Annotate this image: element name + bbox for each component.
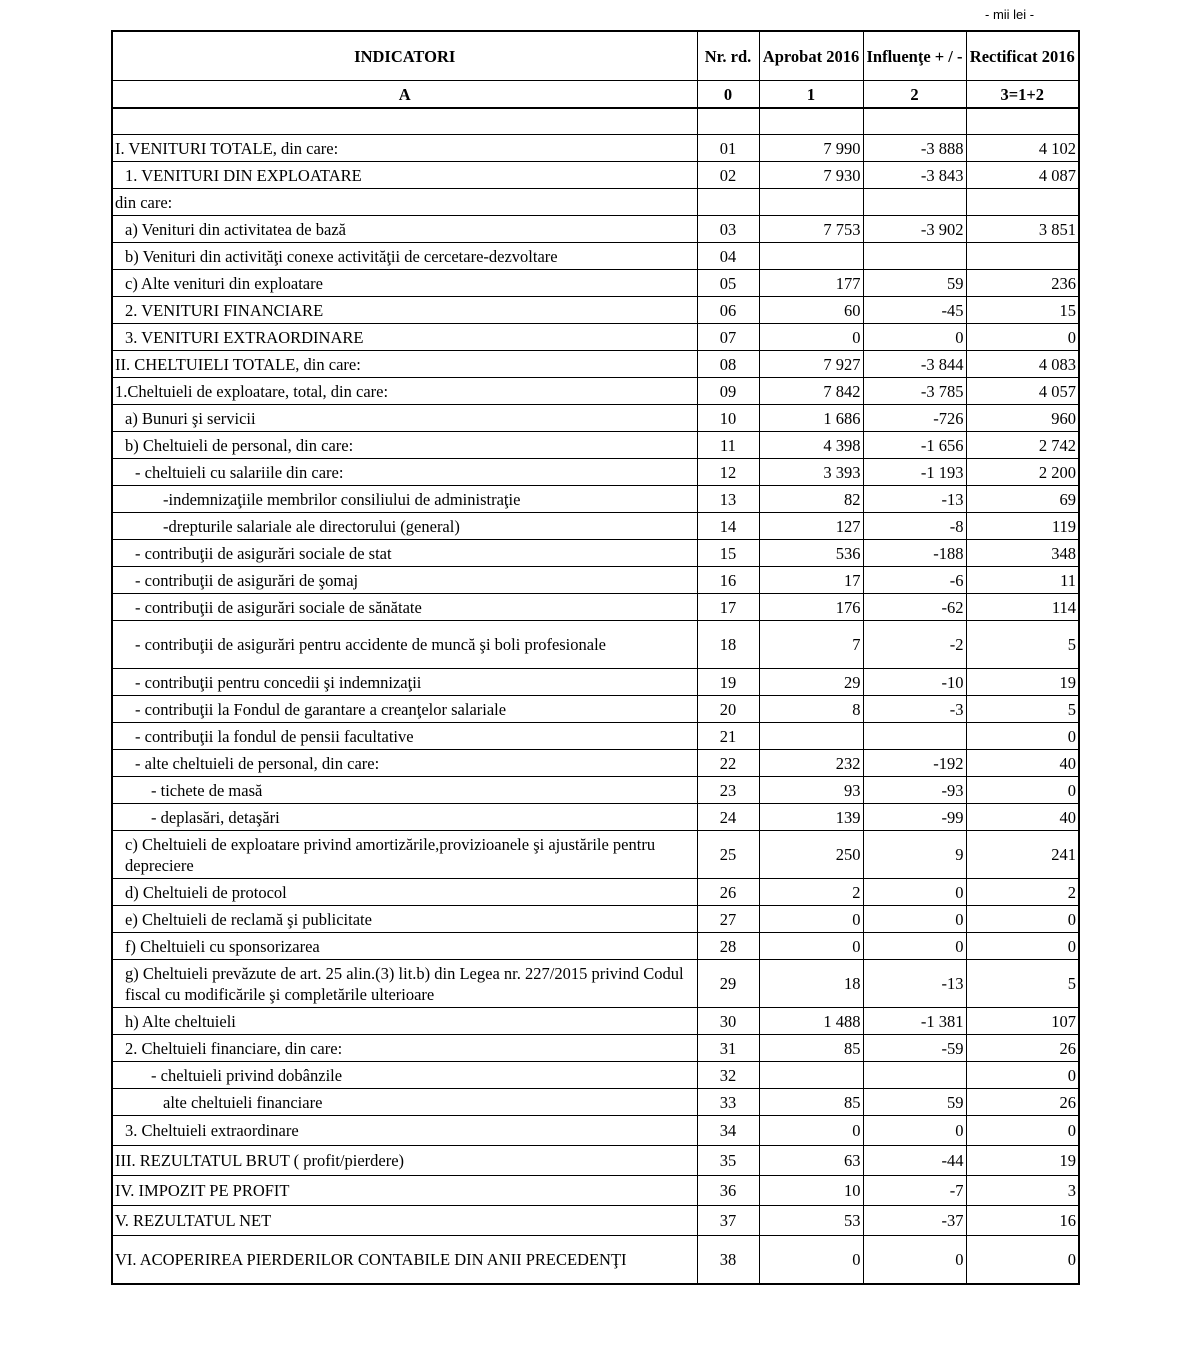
table-row: [112, 831, 1079, 879]
row-number: 06: [697, 297, 759, 324]
value-aprobat: 250: [759, 831, 863, 879]
row-label: alte cheltuieli financiare: [112, 1089, 697, 1116]
value-aprobat: 4 398: [759, 432, 863, 459]
value-influente: -99: [863, 804, 966, 831]
value-aprobat: 85: [759, 1089, 863, 1116]
row-label: - cheltuieli privind dobânzile: [112, 1062, 697, 1089]
value-aprobat: 7 930: [759, 162, 863, 189]
row-number: 26: [697, 879, 759, 906]
table-row: [112, 162, 1079, 189]
value-influente: -62: [863, 594, 966, 621]
row-label: I. VENITURI TOTALE, din care:: [112, 135, 697, 162]
row-label: - contribuţii de asigurări pentru accidente de muncă şi boli profesionale: [112, 621, 697, 669]
value-influente: -3 844: [863, 351, 966, 378]
row-number: 02: [697, 162, 759, 189]
table-row: [112, 567, 1079, 594]
unit-note: - mii lei -: [985, 7, 1035, 22]
row-label: din care:: [112, 189, 697, 216]
table-row: [112, 351, 1079, 378]
row-number: 01: [697, 135, 759, 162]
row-label: V. REZULTATUL NET: [112, 1206, 697, 1236]
table-row: [112, 189, 1079, 216]
value-influente: -44: [863, 1146, 966, 1176]
value-rectificat: 40: [966, 750, 1079, 777]
table-row: [112, 432, 1079, 459]
row-label: a) Bunuri şi servicii: [112, 405, 697, 432]
row-number: 34: [697, 1116, 759, 1146]
value-rectificat: 16: [966, 1206, 1079, 1236]
row-label: III. REZULTATUL BRUT ( profit/pierdere): [112, 1146, 697, 1176]
value-influente: [863, 243, 966, 270]
table-row: [112, 594, 1079, 621]
row-number: 28: [697, 933, 759, 960]
value-influente: [863, 723, 966, 750]
value-influente: -13: [863, 486, 966, 513]
value-influente: -37: [863, 1206, 966, 1236]
index-influente: 2: [863, 81, 966, 109]
value-aprobat: 0: [759, 1116, 863, 1146]
row-number: 29: [697, 960, 759, 1008]
row-label: - contribuţii la Fondul de garantare a creanţelor salariale: [112, 696, 697, 723]
table-row: [112, 669, 1079, 696]
table-row: [112, 270, 1079, 297]
value-influente: -1 193: [863, 459, 966, 486]
table-row: [112, 1062, 1079, 1089]
value-aprobat: 7 927: [759, 351, 863, 378]
value-influente: 0: [863, 1236, 966, 1285]
value-influente: -726: [863, 405, 966, 432]
row-number: 08: [697, 351, 759, 378]
table-row: [112, 804, 1079, 831]
row-label: II. CHELTUIELI TOTALE, din care:: [112, 351, 697, 378]
value-influente: -188: [863, 540, 966, 567]
value-rectificat: 11: [966, 567, 1079, 594]
value-rectificat: 0: [966, 723, 1079, 750]
value-rectificat: 4 083: [966, 351, 1079, 378]
row-number: 04: [697, 243, 759, 270]
table-row: [112, 1089, 1079, 1116]
value-aprobat: 139: [759, 804, 863, 831]
value-aprobat: 29: [759, 669, 863, 696]
header-rectificat: Rectificat 2016: [966, 31, 1079, 81]
value-rectificat: 119: [966, 513, 1079, 540]
table-row: [112, 243, 1079, 270]
value-aprobat: [759, 723, 863, 750]
value-aprobat: 8: [759, 696, 863, 723]
value-influente: -7: [863, 1176, 966, 1206]
value-influente: -3 888: [863, 135, 966, 162]
index-rectificat: 3=1+2: [966, 81, 1079, 109]
value-aprobat: 0: [759, 1236, 863, 1285]
value-rectificat: 107: [966, 1008, 1079, 1035]
table-row: [112, 933, 1079, 960]
row-number: 37: [697, 1206, 759, 1236]
header-influente: Influenţe + / -: [863, 31, 966, 81]
table-row: [112, 1146, 1079, 1176]
row-number: 32: [697, 1062, 759, 1089]
value-aprobat: 177: [759, 270, 863, 297]
header-row: [112, 31, 1079, 81]
value-influente: -93: [863, 777, 966, 804]
row-label: - contribuţii la fondul de pensii facultative: [112, 723, 697, 750]
value-aprobat: 10: [759, 1176, 863, 1206]
value-rectificat: 0: [966, 777, 1079, 804]
row-label: 2. VENITURI FINANCIARE: [112, 297, 697, 324]
row-number: 20: [697, 696, 759, 723]
row-label: - deplasări, detaşări: [112, 804, 697, 831]
value-rectificat: 19: [966, 669, 1079, 696]
table-row: [112, 1008, 1079, 1035]
value-rectificat: 5: [966, 621, 1079, 669]
value-rectificat: 2 742: [966, 432, 1079, 459]
table-row: [112, 216, 1079, 243]
value-aprobat: 536: [759, 540, 863, 567]
value-aprobat: [759, 1062, 863, 1089]
table-row: [112, 960, 1079, 1008]
value-rectificat: 0: [966, 1116, 1079, 1146]
value-rectificat: 5: [966, 696, 1079, 723]
row-label: 1. VENITURI DIN EXPLOATARE: [112, 162, 697, 189]
value-aprobat: 0: [759, 906, 863, 933]
header-nr-rd: Nr. rd.: [697, 31, 759, 81]
row-number: 05: [697, 270, 759, 297]
value-rectificat: 0: [966, 906, 1079, 933]
value-influente: 0: [863, 324, 966, 351]
table-row: [112, 1206, 1079, 1236]
row-number: 17: [697, 594, 759, 621]
row-number: 10: [697, 405, 759, 432]
table-row: [112, 879, 1079, 906]
value-aprobat: 3 393: [759, 459, 863, 486]
value-aprobat: 63: [759, 1146, 863, 1176]
value-aprobat: 1 488: [759, 1008, 863, 1035]
value-rectificat: 0: [966, 1062, 1079, 1089]
value-influente: -45: [863, 297, 966, 324]
value-rectificat: 4 057: [966, 378, 1079, 405]
table-row: [112, 723, 1079, 750]
row-label: IV. IMPOZIT PE PROFIT: [112, 1176, 697, 1206]
row-number: 25: [697, 831, 759, 879]
value-influente: 0: [863, 933, 966, 960]
table-row: [112, 513, 1079, 540]
value-rectificat: 15: [966, 297, 1079, 324]
value-influente: 59: [863, 1089, 966, 1116]
value-influente: -1 656: [863, 432, 966, 459]
row-number: 36: [697, 1176, 759, 1206]
row-label: - alte cheltuieli de personal, din care:: [112, 750, 697, 777]
value-influente: 0: [863, 906, 966, 933]
index-aprobat: 1: [759, 81, 863, 109]
value-influente: -6: [863, 567, 966, 594]
value-rectificat: 3 851: [966, 216, 1079, 243]
value-rectificat: 40: [966, 804, 1079, 831]
value-influente: -3 902: [863, 216, 966, 243]
value-aprobat: 7: [759, 621, 863, 669]
row-number: 23: [697, 777, 759, 804]
value-influente: -3: [863, 696, 966, 723]
value-rectificat: 2 200: [966, 459, 1079, 486]
value-rectificat: 5: [966, 960, 1079, 1008]
row-label: - contribuţii de asigurări de şomaj: [112, 567, 697, 594]
value-aprobat: 127: [759, 513, 863, 540]
value-aprobat: 232: [759, 750, 863, 777]
row-number: 16: [697, 567, 759, 594]
table-row: [112, 540, 1079, 567]
row-label: b) Venituri din activităţi conexe activităţii de cercetare-dezvoltare: [112, 243, 697, 270]
value-aprobat: 1 686: [759, 405, 863, 432]
value-aprobat: 176: [759, 594, 863, 621]
value-aprobat: 7 753: [759, 216, 863, 243]
blank-cell: [112, 108, 697, 135]
value-rectificat: 960: [966, 405, 1079, 432]
row-number: 35: [697, 1146, 759, 1176]
value-influente: 0: [863, 1116, 966, 1146]
value-influente: 9: [863, 831, 966, 879]
row-label: a) Venituri din activitatea de bază: [112, 216, 697, 243]
row-number: 27: [697, 906, 759, 933]
row-label: - cheltuieli cu salariile din care:: [112, 459, 697, 486]
row-label: 3. Cheltuieli extraordinare: [112, 1116, 697, 1146]
value-aprobat: 53: [759, 1206, 863, 1236]
row-label: - contribuţii de asigurări sociale de stat: [112, 540, 697, 567]
header-indicatori: INDICATORI: [112, 31, 697, 81]
value-rectificat: 0: [966, 1236, 1079, 1285]
row-number: 30: [697, 1008, 759, 1035]
row-number: [697, 189, 759, 216]
value-aprobat: 7 842: [759, 378, 863, 405]
value-rectificat: 19: [966, 1146, 1079, 1176]
value-rectificat: 114: [966, 594, 1079, 621]
row-label: b) Cheltuieli de personal, din care:: [112, 432, 697, 459]
row-label: - contribuţii pentru concedii şi indemnizaţii: [112, 669, 697, 696]
table-row: [112, 1035, 1079, 1062]
table-row: [112, 621, 1079, 669]
blank-cell: [966, 108, 1079, 135]
index-row: [112, 81, 1079, 109]
value-influente: -59: [863, 1035, 966, 1062]
row-number: 24: [697, 804, 759, 831]
row-number: 18: [697, 621, 759, 669]
row-label: -drepturile salariale ale directorului (general): [112, 513, 697, 540]
table-row: [112, 1176, 1079, 1206]
blank-row: [112, 108, 1079, 135]
value-influente: -2: [863, 621, 966, 669]
value-aprobat: 2: [759, 879, 863, 906]
row-label: -indemnizaţiile membrilor consiliului de administraţie: [112, 486, 697, 513]
index-indicatori: A: [112, 81, 697, 109]
table-row: [112, 459, 1079, 486]
index-nr-rd: 0: [697, 81, 759, 109]
row-label: h) Alte cheltuieli: [112, 1008, 697, 1035]
value-rectificat: 3: [966, 1176, 1079, 1206]
row-number: 33: [697, 1089, 759, 1116]
value-influente: -3 843: [863, 162, 966, 189]
blank-cell: [697, 108, 759, 135]
value-aprobat: 93: [759, 777, 863, 804]
row-number: 15: [697, 540, 759, 567]
row-label: c) Cheltuieli de exploatare privind amortizările,provizioanele şi ajustările pentru depreciere: [112, 831, 697, 879]
table-row: [112, 486, 1079, 513]
row-number: 13: [697, 486, 759, 513]
row-number: 31: [697, 1035, 759, 1062]
row-number: 38: [697, 1236, 759, 1285]
value-influente: 59: [863, 270, 966, 297]
row-label: 2. Cheltuieli financiare, din care:: [112, 1035, 697, 1062]
value-aprobat: [759, 189, 863, 216]
row-label: g) Cheltuieli prevăzute de art. 25 alin.(3) lit.b) din Legea nr. 227/2015 privind Codul fiscal cu modificările şi completările ulterioare: [112, 960, 697, 1008]
value-aprobat: 7 990: [759, 135, 863, 162]
table-row: [112, 1116, 1079, 1146]
value-influente: 0: [863, 879, 966, 906]
value-rectificat: 2: [966, 879, 1079, 906]
row-label: VI. ACOPERIREA PIERDERILOR CONTABILE DIN ANII PRECEDENŢI: [112, 1236, 697, 1285]
value-rectificat: [966, 189, 1079, 216]
value-influente: -8: [863, 513, 966, 540]
row-number: 09: [697, 378, 759, 405]
value-influente: -13: [863, 960, 966, 1008]
blank-cell: [863, 108, 966, 135]
row-number: 14: [697, 513, 759, 540]
table-row: [112, 696, 1079, 723]
row-number: 03: [697, 216, 759, 243]
row-label: d) Cheltuieli de protocol: [112, 879, 697, 906]
value-aprobat: 18: [759, 960, 863, 1008]
row-number: 12: [697, 459, 759, 486]
value-rectificat: 236: [966, 270, 1079, 297]
row-number: 07: [697, 324, 759, 351]
value-rectificat: 241: [966, 831, 1079, 879]
value-influente: [863, 189, 966, 216]
row-number: 22: [697, 750, 759, 777]
table-row: [112, 297, 1079, 324]
value-rectificat: 348: [966, 540, 1079, 567]
row-label: - tichete de masă: [112, 777, 697, 804]
value-rectificat: 0: [966, 933, 1079, 960]
row-label: 3. VENITURI EXTRAORDINARE: [112, 324, 697, 351]
table-row: [112, 135, 1079, 162]
budget-table: [111, 30, 1080, 1285]
row-label: - contribuţii de asigurări sociale de sănătate: [112, 594, 697, 621]
value-rectificat: 26: [966, 1035, 1079, 1062]
header-aprobat: Aprobat 2016: [759, 31, 863, 81]
value-rectificat: 0: [966, 324, 1079, 351]
row-label: c) Alte venituri din exploatare: [112, 270, 697, 297]
value-influente: -1 381: [863, 1008, 966, 1035]
row-number: 21: [697, 723, 759, 750]
table-row: [112, 1236, 1079, 1285]
value-aprobat: 82: [759, 486, 863, 513]
value-rectificat: 26: [966, 1089, 1079, 1116]
value-aprobat: 0: [759, 933, 863, 960]
value-rectificat: 4 102: [966, 135, 1079, 162]
value-aprobat: 60: [759, 297, 863, 324]
blank-cell: [759, 108, 863, 135]
row-label: e) Cheltuieli de reclamă şi publicitate: [112, 906, 697, 933]
value-influente: -192: [863, 750, 966, 777]
table-row: [112, 405, 1079, 432]
value-aprobat: 17: [759, 567, 863, 594]
row-number: 19: [697, 669, 759, 696]
table-row: [112, 750, 1079, 777]
value-aprobat: 85: [759, 1035, 863, 1062]
value-rectificat: 4 087: [966, 162, 1079, 189]
row-label: 1.Cheltuieli de exploatare, total, din care:: [112, 378, 697, 405]
value-influente: [863, 1062, 966, 1089]
value-influente: -10: [863, 669, 966, 696]
row-label: f) Cheltuieli cu sponsorizarea: [112, 933, 697, 960]
value-aprobat: [759, 243, 863, 270]
value-rectificat: 69: [966, 486, 1079, 513]
table-row: [112, 324, 1079, 351]
value-rectificat: [966, 243, 1079, 270]
table-row: [112, 777, 1079, 804]
table-row: [112, 906, 1079, 933]
table-row: [112, 378, 1079, 405]
value-aprobat: 0: [759, 324, 863, 351]
value-influente: -3 785: [863, 378, 966, 405]
row-number: 11: [697, 432, 759, 459]
